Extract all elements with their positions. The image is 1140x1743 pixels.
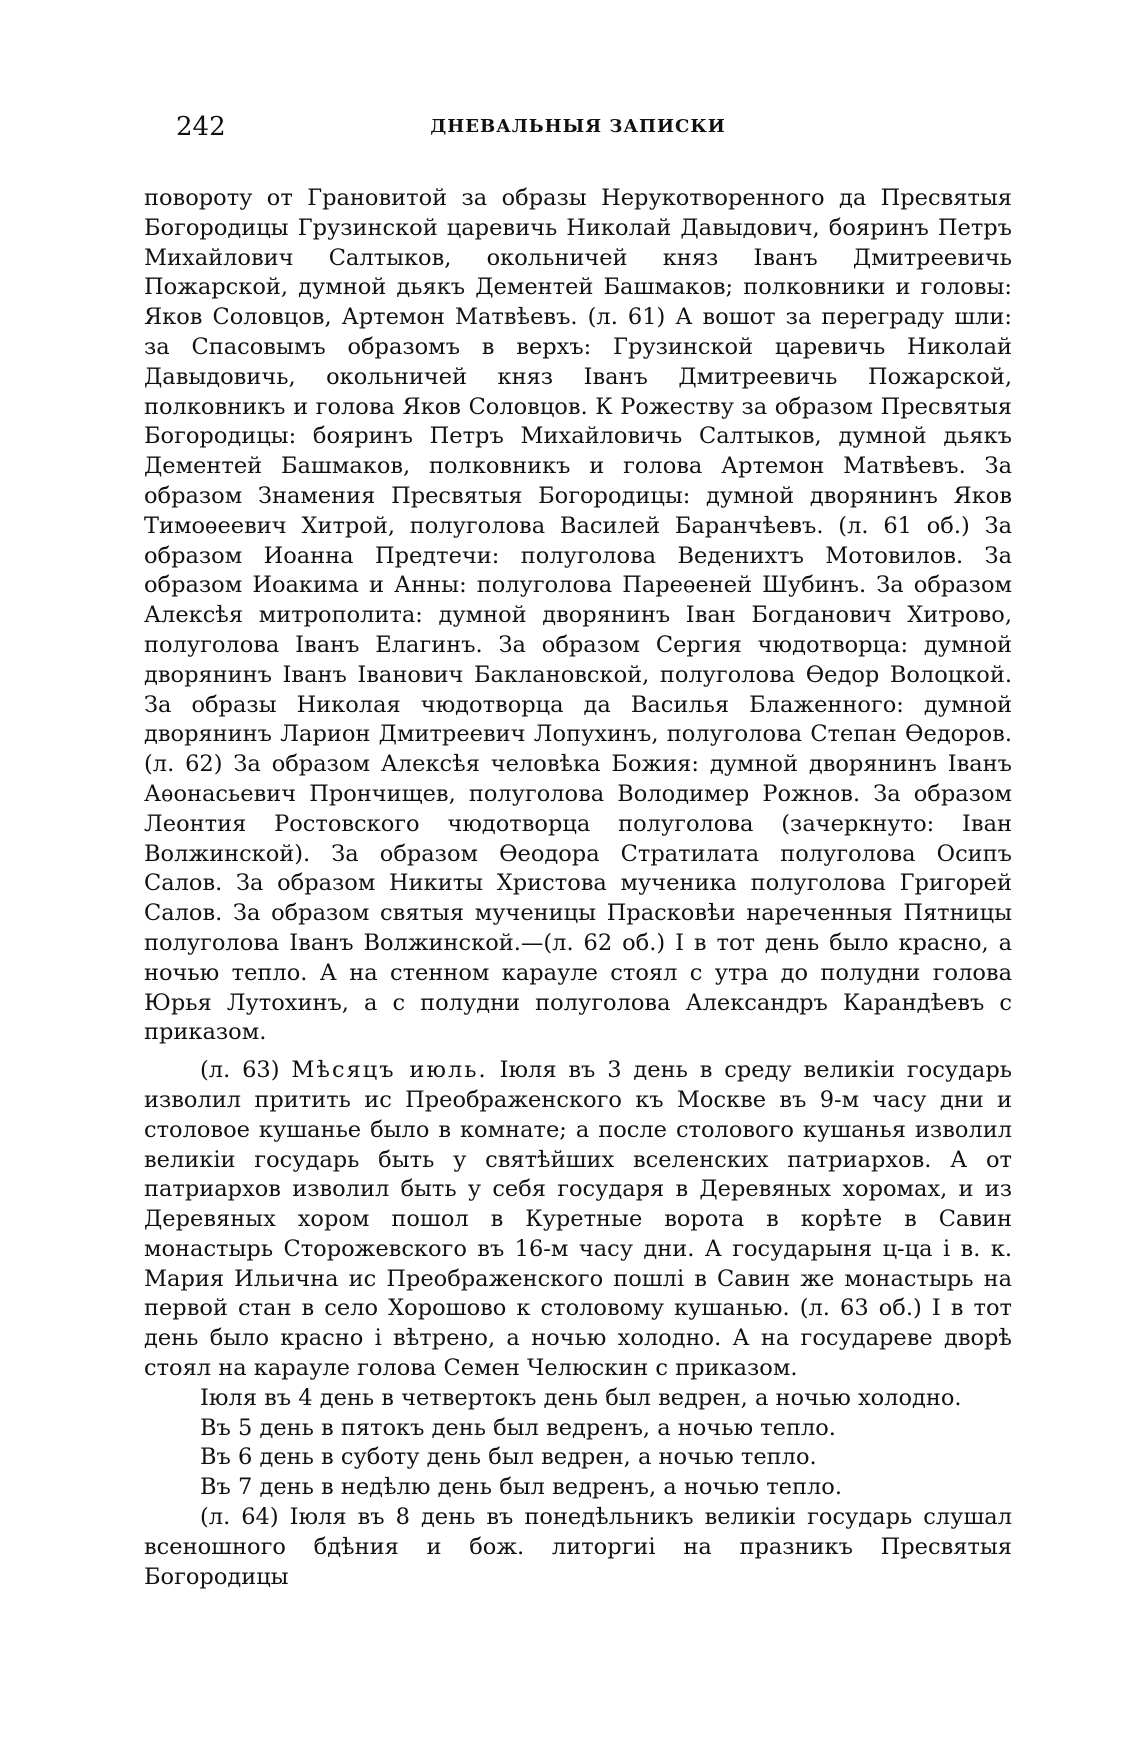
paragraph-7: (л. 64) Iюля въ 8 день въ понедѣльникъ великiи государь слушал всеношного бдѣния и бож. литоргиi на празникъ Пресвятыя Богородицы [144, 1504, 1012, 1590]
paragraph-5: Въ 6 день в суботу день был ведрен, а ночью тепло. [200, 1444, 817, 1471]
paragraph-1: повороту от Грановитой за образы Нерукотворенного да Пресвятыя Богородицы Грузинской царевичь Николай Давыдович, бояринъ Петръ Михайлович Салтыков, окольничей княз Iванъ Дмитреевичь Пожарской, думной дьякъ Дементей Башмаков; полковники и головы: Яков Соловцов, Артемон Матвѣевъ. (л. 61) А вошот за перегpаду шли: за Спасовымъ образомъ в верхъ: Грузинской царевичь Николай Давыдовичь, окольничей княз Iванъ Дмитреевичь Пожарской, полковникъ и голова Яков Соловцов. К Рожеству за образом Пресвятыя Богородицы: бояринъ Петръ Михайловичь Салтыков, думной дьякъ Дементей Башмаков, полковникъ и голова Артемон Матвѣевъ. За образом Знамения Пресвятыя Богородицы: думной дворянинъ Яков Тимоѳеевич Хитрой, полуголова Василей Баранчѣевъ. (л. 61 об.) За образом Иоанна Предтечи: полуголова Веденихтъ Мотовилов. За образом Иоакима и Анны: полуголова Пареѳеней Шубинъ. За образом Алексѣя митрополита: думной дворянинъ Iван Богданович Хитрово, полуголова Iванъ Елагинъ. За образом Сергия чюдотворца: думной дворянинъ Iванъ Iванович Баклановской, полуголова Ѳедор Волоцкой. За образы Николая чюдотворца да Василья Блаженного: думной дворянинъ Ларион Дмитреевич Лопухинъ, полуголова Степан Ѳедоров. (л. 62) За образом Алексѣя человѣка Божия: думной дворянинъ Iванъ Аѳонасьевич Прончищев, полуголова Володимер Рожнов. За образом Леонтия Ростовского чюдотворца полуголова (зачеркнуто: Iван Волжинской). За образом Ѳеодора Стратилата полуголова Осипъ Салов. За образом Никиты Христова мученика полуголова Григорей Салов. За образом святыя мученицы Прасковѣи нареченныя Пятницы полуголова Iванъ Волжинской.—(л. 62 об.) I в тот день было красно, а ночью тепло. А на стенном карауле стоял с утра до полудни голова Юрья Лутохинъ, а с полудни полуголова Александръ Карандѣевъ с приказом. [144, 185, 1012, 1046]
paragraph-4: Въ 5 день в пятокъ день был ведренъ, а ночью тепло. [200, 1414, 836, 1441]
running-title: ДНЕВАЛЬНЫЯ ЗАПИСКИ [430, 116, 726, 137]
paragraph-6: Въ 7 день в недѣлю день был ведренъ, а ночью тепло. [200, 1474, 842, 1501]
folio-reference: (л. 63) [200, 1057, 292, 1084]
section-heading-month: Мѣсяцъ июль. [291, 1057, 488, 1084]
body-text [144, 184, 1012, 1592]
paragraph-2-text: Iюля въ 3 день в среду великiи государь изволил притить ис Преображенского къ Москве въ 9-м часу дни и столовое кушанье было в комнате; а после столового кушанья изволил великiи государь быть у святѣйших вселенских патриархов. А от патриархов изволил быть у себя государя в Деревяных хоромах, и из Деревяных хором пошол в Куретные ворота в корѣте в Савин монастырь Сторожевского въ 16-м часу дни. А государыня ц-ца i в. к. Мария Ильична ис Преображенского пошлi в Савин же монастырь на первой стан в село Хорошово к столовому кушанью. (л. 63 об.) I в тот день было красно i вѣтрено, а ночью холодно. А на государеве дворѣ стоял на карауле голова Семен Челюскин с приказом. [144, 1057, 1012, 1382]
page-number: 242 [176, 112, 226, 142]
paragraph-2 [144, 1056, 1012, 1384]
page-header [144, 112, 1012, 152]
paragraph-3: Iюля въ 4 день в четвертокъ день был ведрен, а ночью холодно. [200, 1384, 962, 1411]
